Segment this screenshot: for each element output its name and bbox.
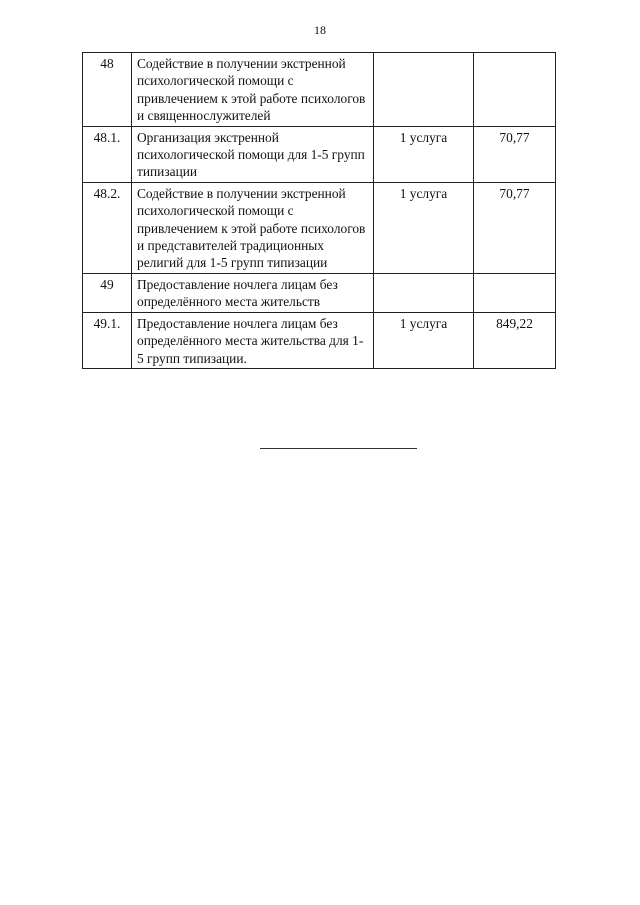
row-number: 49.1. (83, 312, 132, 368)
table-row (83, 126, 556, 182)
row-number: 48.1. (83, 126, 132, 182)
service-price: 70,77 (474, 182, 556, 273)
row-number: 48 (83, 53, 132, 127)
service-price: 70,77 (474, 126, 556, 182)
service-unit: 1 услуга (374, 126, 474, 182)
end-separator-line (260, 448, 417, 449)
page-number: 18 (314, 23, 326, 37)
table-row (83, 273, 556, 312)
row-number: 48.2. (83, 182, 132, 273)
service-price: 849,22 (474, 312, 556, 368)
service-name: Содействие в получении экстренной психологической помощи с привлечением к этой работе психологов и представителей традиционных религий для 1-5 групп типизации (132, 182, 374, 273)
service-name: Предоставление ночлега лицам без определённого места жительства для 1-5 групп типизации. (132, 312, 374, 368)
service-price (474, 53, 556, 127)
service-name: Содействие в получении экстренной психологической помощи с привлечением к этой работе психологов и священнослужителей (132, 53, 374, 127)
table-row (83, 182, 556, 273)
tariff-table (82, 52, 556, 369)
service-price (474, 273, 556, 312)
service-name: Организация экстренной психологической помощи для 1-5 групп типизации (132, 126, 374, 182)
table-row (83, 53, 556, 127)
table-row (83, 312, 556, 368)
service-unit: 1 услуга (374, 182, 474, 273)
service-name: Предоставление ночлега лицам без определённого места жительств (132, 273, 374, 312)
service-unit (374, 273, 474, 312)
service-unit: 1 услуга (374, 312, 474, 368)
service-unit (374, 53, 474, 127)
row-number: 49 (83, 273, 132, 312)
